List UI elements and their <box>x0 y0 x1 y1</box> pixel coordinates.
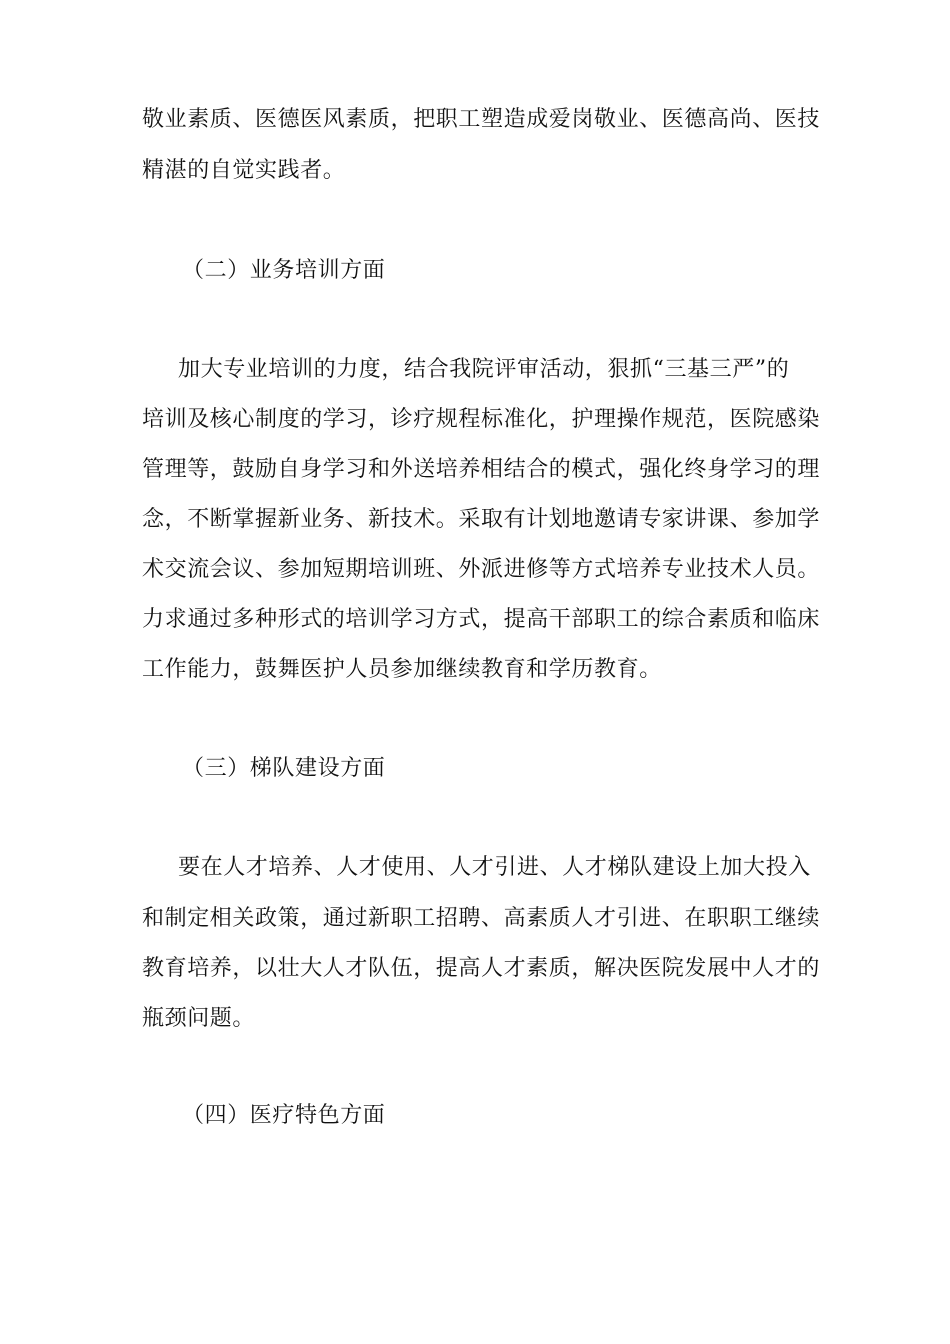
section-heading-medical-features: （四）医疗特色方面 <box>182 1103 386 1128</box>
paragraph-line: 工作能力，鼓舞医护人员参加继续教育和学历教育。 <box>142 657 662 682</box>
paragraph-line: 精湛的自觉实践者。 <box>142 158 346 183</box>
paragraph-line: 敬业素质、医德医风素质，把职工塑造成爱岗敬业、医德高尚、医技 <box>142 107 821 132</box>
paragraph-line: 管理等，鼓励自身学习和外送培养相结合的模式，强化终身学习的理 <box>142 457 821 482</box>
section-heading-echelon-building: （三）梯队建设方面 <box>182 756 386 781</box>
paragraph-line: 念，不断掌握新业务、新技术。采取有计划地邀请专家讲课、参加学 <box>142 507 821 532</box>
paragraph-line: 术交流会议、参加短期培训班、外派进修等方式培养专业技术人员。 <box>142 557 821 582</box>
paragraph-line: 教育培养，以壮大人才队伍，提高人才素质，解决医院发展中人才的 <box>142 956 821 981</box>
paragraph-line: 力求通过多种形式的培训学习方式，提高干部职工的综合素质和临床 <box>142 607 821 632</box>
paragraph-line: 加大专业培训的力度，结合我院评审活动，狠抓“三基三严”的 <box>178 357 790 382</box>
section-heading-business-training: （二）业务培训方面 <box>182 258 386 283</box>
paragraph-line: 培训及核心制度的学习，诊疗规程标准化，护理操作规范，医院感染 <box>142 407 821 432</box>
paragraph-line: 要在人才培养、人才使用、人才引进、人才梯队建设上加大投入 <box>178 855 811 880</box>
paragraph-line: 瓶颈问题。 <box>142 1006 256 1031</box>
paragraph-line: 和制定相关政策，通过新职工招聘、高素质人才引进、在职职工继续 <box>142 906 821 931</box>
